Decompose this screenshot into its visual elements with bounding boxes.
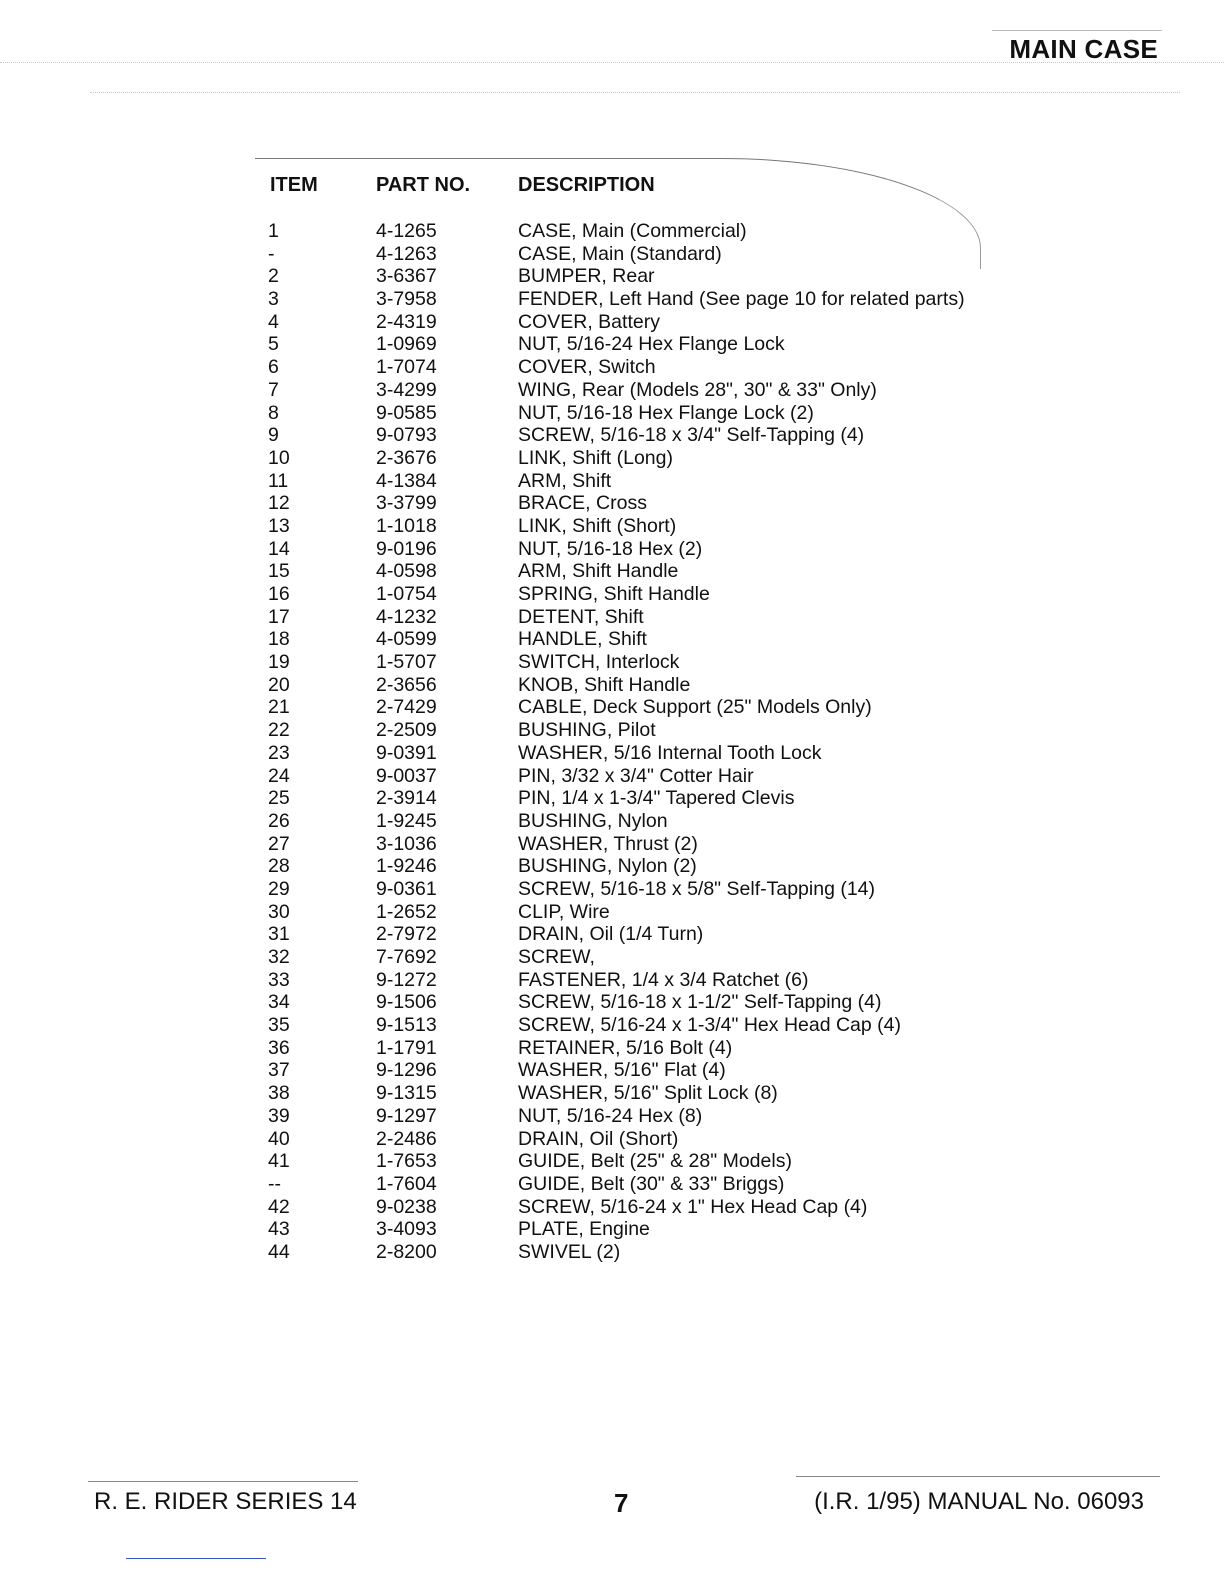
item-number: 25 (268, 787, 290, 810)
item-number: 41 (268, 1150, 290, 1173)
part-description: SPRING, Shift Handle (518, 583, 710, 605)
part-description: NUT, 5/16-24 Hex Flange Lock (518, 333, 785, 356)
part-number: 2-3676 (376, 446, 437, 469)
table-row (0, 1218, 1224, 1241)
item-number: 39 (268, 1104, 290, 1127)
part-description: PLATE, Engine (518, 1218, 650, 1241)
part-number: 3-4093 (376, 1218, 437, 1241)
part-number: 4-1265 (376, 220, 437, 242)
item-number: 3 (268, 288, 279, 311)
part-description: WASHER, 5/16" Flat (4) (518, 1059, 726, 1082)
table-row (0, 583, 1224, 606)
table-row (0, 923, 1224, 946)
part-number: 2-4319 (376, 310, 437, 333)
table-row (0, 288, 1224, 311)
item-number: 32 (268, 946, 290, 968)
item-number: 17 (268, 605, 290, 628)
item-number: 28 (268, 855, 290, 878)
item-number: 1 (268, 220, 279, 242)
part-description: CASE, Main (Commercial) (518, 220, 747, 242)
table-row (0, 674, 1224, 697)
part-number: 2-3914 (376, 787, 437, 810)
table-row (0, 901, 1224, 924)
item-number: 12 (268, 492, 290, 515)
table-row (0, 742, 1224, 765)
table-row (0, 719, 1224, 742)
item-number: 4 (268, 310, 279, 333)
part-number: 1-7074 (376, 356, 437, 379)
item-number: 10 (268, 446, 290, 469)
part-number: 3-7958 (376, 288, 437, 311)
item-number: 11 (268, 469, 289, 492)
part-description: DRAIN, Oil (1/4 Turn) (518, 923, 704, 946)
item-number: -- (268, 1172, 281, 1195)
table-row (0, 1173, 1224, 1196)
part-description: DETENT, Shift (518, 605, 644, 628)
part-description: PIN, 3/32 x 3/4" Cotter Hair (518, 764, 754, 787)
part-description: BUSHING, Nylon (518, 809, 668, 832)
footer-series: R. E. RIDER SERIES 14 (94, 1488, 357, 1515)
part-description: SCREW, 5/16-18 x 5/8" Self-Tapping (14) (518, 877, 876, 900)
part-number: 4-1384 (376, 469, 437, 492)
part-number: 2-8200 (376, 1240, 437, 1263)
page-number: 7 (614, 1488, 629, 1518)
table-row (0, 356, 1224, 379)
part-description: CLIP, Wire (518, 900, 610, 923)
item-number: 33 (268, 968, 290, 991)
item-number: 15 (268, 560, 290, 583)
table-row (0, 651, 1224, 674)
table-row (0, 810, 1224, 833)
part-number: 2-3656 (376, 673, 437, 696)
part-description: NUT, 5/16-18 Hex (2) (518, 537, 703, 560)
part-description: DRAIN, Oil (Short) (518, 1127, 679, 1150)
table-row (0, 379, 1224, 402)
part-number: 4-1263 (376, 242, 437, 265)
table-row (0, 969, 1224, 992)
part-number: 3-4299 (376, 378, 437, 401)
part-description: SCREW, 5/16-18 x 1-1/2" Self-Tapping (4) (518, 991, 882, 1014)
part-description: SCREW, 5/16-24 x 1-3/4" Hex Head Cap (4) (518, 1014, 902, 1037)
part-number: 2-7972 (376, 923, 437, 946)
item-number: 9 (268, 424, 279, 447)
table-row (0, 696, 1224, 719)
item-number: 40 (268, 1127, 290, 1150)
part-description: CASE, Main (Standard) (518, 242, 722, 265)
part-description: COVER, Switch (518, 356, 656, 379)
table-row (0, 1059, 1224, 1082)
part-number: 1-1018 (376, 514, 437, 537)
item-number: 2 (268, 265, 279, 288)
item-number: 27 (268, 832, 290, 855)
item-number: 36 (268, 1036, 290, 1059)
item-number: 26 (268, 809, 290, 832)
table-row (0, 311, 1224, 334)
part-description: NUT, 5/16-24 Hex (8) (518, 1104, 703, 1127)
part-number: 1-9246 (376, 855, 437, 878)
item-number: 30 (268, 900, 290, 923)
table-row (0, 628, 1224, 651)
part-description: WASHER, 5/16" Split Lock (8) (518, 1082, 778, 1105)
part-description: WASHER, 5/16 Internal Tooth Lock (518, 741, 822, 764)
part-number: 9-0238 (376, 1195, 437, 1218)
part-description: FENDER, Left Hand (See page 10 for related parts) (518, 288, 965, 311)
part-description: GUIDE, Belt (25" & 28" Models) (518, 1150, 792, 1173)
part-description: ARM, Shift (518, 469, 612, 492)
item-number: 35 (268, 1014, 290, 1037)
part-description: WING, Rear (Models 28", 30" & 33" Only) (518, 378, 877, 401)
part-number: 4-1232 (376, 605, 437, 628)
table-row (0, 243, 1224, 266)
part-number: 9-1296 (376, 1059, 437, 1082)
part-number: 4-0599 (376, 628, 437, 651)
part-description: BUSHING, Pilot (518, 719, 656, 742)
parts-table (0, 220, 1224, 1264)
part-description: BUMPER, Rear (518, 265, 655, 288)
part-description: CABLE, Deck Support (25" Models Only) (518, 696, 872, 719)
table-row (0, 855, 1224, 878)
part-number: 1-0969 (376, 333, 437, 356)
part-description: RETAINER, 5/16 Bolt (4) (518, 1036, 733, 1059)
table-row (0, 787, 1224, 810)
part-description: SWIVEL (2) (518, 1240, 621, 1263)
item-number: - (268, 242, 275, 265)
table-row (0, 492, 1224, 515)
table-row (0, 1082, 1224, 1105)
part-description: LINK, Shift (Short) (518, 514, 677, 537)
part-number: 9-1513 (376, 1014, 437, 1037)
part-description: ARM, Shift Handle (518, 560, 679, 583)
part-number: 3-1036 (376, 832, 437, 855)
part-number: 9-0793 (376, 424, 437, 447)
part-number: 9-1297 (376, 1104, 437, 1127)
item-number: 34 (268, 991, 290, 1014)
table-row (0, 220, 1224, 243)
part-number: 3-6367 (376, 265, 437, 288)
part-number: 1-1791 (376, 1036, 437, 1059)
table-row (0, 946, 1224, 969)
part-number: 9-1272 (376, 968, 437, 991)
item-number: 8 (268, 401, 279, 424)
footer-manual-number: (I.R. 1/95) MANUAL No. 06093 (814, 1488, 1144, 1515)
part-number: 1-0754 (376, 583, 437, 605)
part-description: COVER, Battery (518, 310, 660, 333)
part-number: 9-0196 (376, 537, 437, 560)
part-description: FASTENER, 1/4 x 3/4 Ratchet (6) (518, 968, 809, 991)
table-row (0, 606, 1224, 629)
table-row (0, 402, 1224, 425)
part-number: 9-1506 (376, 991, 437, 1014)
item-number: 21 (268, 696, 290, 719)
item-number: 7 (268, 378, 279, 401)
table-row (0, 765, 1224, 788)
item-number: 14 (268, 537, 290, 560)
item-number: 16 (268, 583, 290, 605)
table-row (0, 560, 1224, 583)
item-number: 24 (268, 764, 290, 787)
part-description: BRACE, Cross (518, 492, 647, 515)
table-row (0, 1014, 1224, 1037)
item-number: 23 (268, 741, 290, 764)
part-description: HANDLE, Shift (518, 628, 647, 651)
part-description: LINK, Shift (Long) (518, 446, 673, 469)
part-number: 3-3799 (376, 492, 437, 515)
table-row (0, 538, 1224, 561)
table-row (0, 470, 1224, 493)
part-description: NUT, 5/16-18 Hex Flange Lock (2) (518, 401, 814, 424)
item-number: 5 (268, 333, 279, 356)
scan-artifact-line (90, 92, 1180, 93)
item-number: 31 (268, 923, 290, 946)
part-number: 1-7604 (376, 1172, 437, 1195)
part-number: 1-9245 (376, 809, 437, 832)
part-number: 2-2486 (376, 1127, 437, 1150)
part-number: 2-7429 (376, 696, 437, 719)
item-number: 44 (268, 1240, 290, 1263)
part-description: KNOB, Shift Handle (518, 673, 691, 696)
footer-rule-left (88, 1481, 358, 1482)
item-number: 37 (268, 1059, 290, 1082)
item-number: 42 (268, 1195, 290, 1218)
part-description: BUSHING, Nylon (2) (518, 855, 697, 878)
section-title: MAIN CASE (1009, 34, 1158, 64)
column-header-description: DESCRIPTION (518, 174, 655, 196)
column-header-item: ITEM (270, 174, 318, 196)
table-row (0, 1196, 1224, 1219)
table-row (0, 1241, 1224, 1264)
part-description: SCREW, 5/16-24 x 1" Hex Head Cap (4) (518, 1195, 868, 1218)
column-header-part-no: PART NO. (376, 174, 471, 196)
item-number: 38 (268, 1082, 290, 1105)
title-rule (992, 30, 1162, 31)
table-row (0, 333, 1224, 356)
table-row (0, 1037, 1224, 1060)
table-row (0, 1105, 1224, 1128)
part-number: 1-5707 (376, 651, 437, 674)
part-description: WASHER, Thrust (2) (518, 832, 698, 855)
table-row (0, 265, 1224, 288)
part-number: 9-0361 (376, 877, 437, 900)
item-number: 29 (268, 877, 290, 900)
item-number: 6 (268, 356, 279, 379)
item-number: 20 (268, 673, 290, 696)
part-number: 2-2509 (376, 719, 437, 742)
table-row (0, 424, 1224, 447)
table-row (0, 833, 1224, 856)
table-row (0, 1128, 1224, 1151)
part-number: 1-7653 (376, 1150, 437, 1173)
table-row (0, 515, 1224, 538)
scan-artifact-line (0, 62, 1224, 63)
scan-artifact-blue-line (126, 1558, 266, 1559)
table-row (0, 991, 1224, 1014)
item-number: 19 (268, 651, 290, 674)
item-number: 13 (268, 514, 290, 537)
table-row (0, 447, 1224, 470)
part-number: 7-7692 (376, 946, 437, 968)
part-number: 9-0391 (376, 741, 437, 764)
part-number: 9-0037 (376, 764, 437, 787)
part-description: PIN, 1/4 x 1-3/4" Tapered Clevis (518, 787, 795, 810)
part-number: 1-2652 (376, 900, 437, 923)
part-description: SCREW, 5/16-18 x 3/4" Self-Tapping (4) (518, 424, 865, 447)
table-row (0, 878, 1224, 901)
part-description: SWITCH, Interlock (518, 651, 680, 674)
table-row (0, 1150, 1224, 1173)
item-number: 18 (268, 628, 290, 651)
part-description: GUIDE, Belt (30" & 33" Briggs) (518, 1172, 785, 1195)
part-number: 9-0585 (376, 401, 437, 424)
item-number: 43 (268, 1218, 290, 1241)
footer-rule-right (796, 1476, 1160, 1477)
item-number: 22 (268, 719, 290, 742)
part-number: 9-1315 (376, 1082, 437, 1105)
part-description: SCREW, (518, 946, 595, 968)
part-number: 4-0598 (376, 560, 437, 583)
